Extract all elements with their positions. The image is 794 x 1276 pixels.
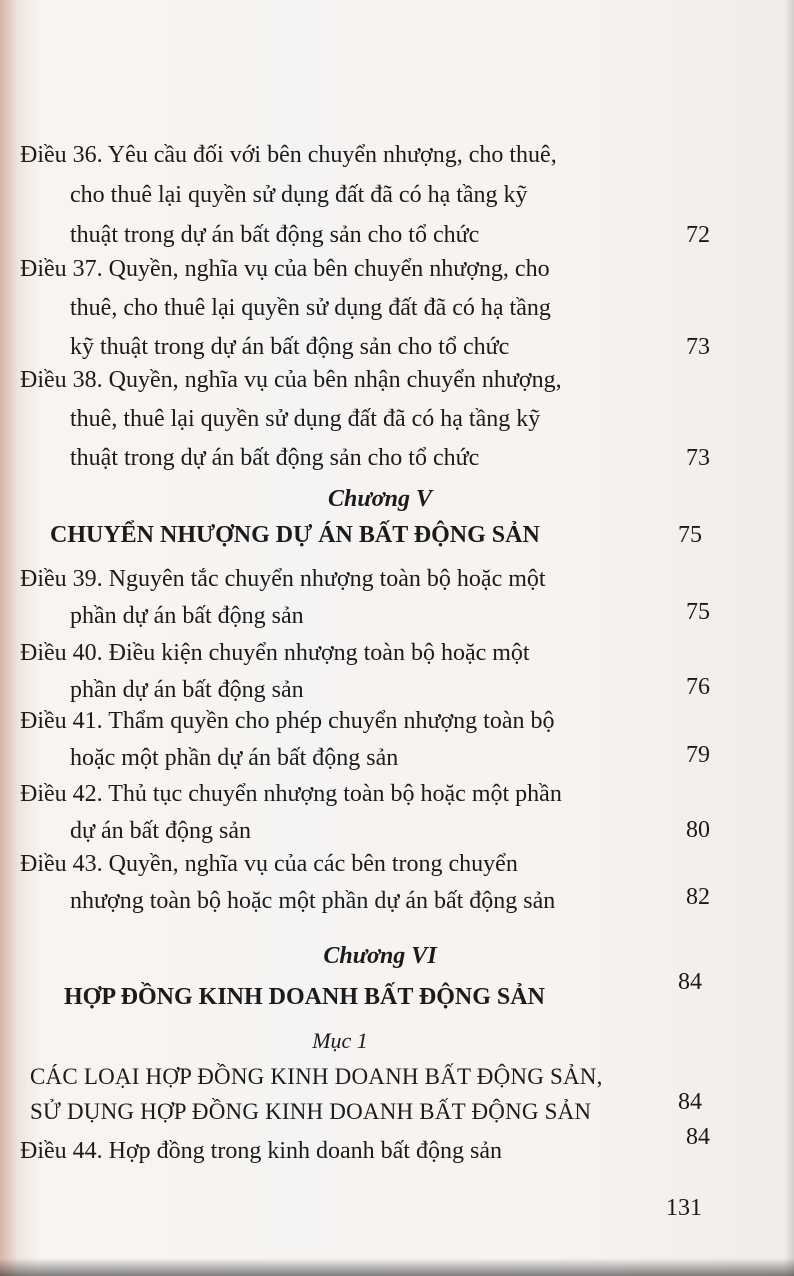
toc-entry-line: kỹ thuật trong dự án bất động sản cho tổ chức — [70, 334, 510, 360]
toc-entry-dieu-44 — [20, 1124, 710, 1178]
toc-entry-line: thuê, cho thuê lại quyền sử dụng đất đã có hạ tầng — [70, 295, 551, 321]
toc-entry-line: hoặc một phần dự án bất động sản — [70, 745, 399, 771]
toc-entry-line: Điều 36. Yêu cầu đối với bên chuyển nhượng, cho thuê, — [20, 142, 557, 168]
toc-entry-line: thuật trong dự án bất động sản cho tổ chức — [70, 222, 480, 248]
page-number: 131 — [666, 1195, 702, 1221]
toc-page-number: 76 — [686, 674, 710, 700]
toc-page-number: 82 — [686, 884, 710, 910]
toc-entry-dieu-39 — [20, 566, 710, 638]
section-label: Mục 1 — [312, 1028, 368, 1053]
toc-entry-line: phần dự án bất động sản — [70, 677, 304, 703]
toc-entry-dieu-43 — [20, 851, 710, 923]
toc-entry-line: Điều 39. Nguyên tắc chuyển nhượng toàn bộ hoặc một — [20, 566, 546, 592]
toc-page-number: 75 — [686, 599, 710, 625]
chapter-title: HỢP ĐỒNG KINH DOANH BẤT ĐỘNG SẢN — [64, 984, 545, 1010]
toc-entry-line: Điều 40. Điều kiện chuyển nhượng toàn bộ hoặc một — [20, 640, 530, 666]
section-page-number: 84 — [678, 1089, 702, 1115]
toc-entry-dieu-37 — [20, 256, 710, 368]
toc-entry-dieu-38 — [20, 367, 710, 479]
toc-entry-dieu-42 — [20, 781, 710, 853]
chapter-page-number: 84 — [678, 969, 702, 995]
chapter-label: Chương VI — [323, 943, 437, 969]
toc-entry-line: Điều 42. Thủ tục chuyển nhượng toàn bộ hoặc một phần — [20, 781, 562, 807]
page-bottom-shadow — [0, 1258, 794, 1276]
toc-entry-dieu-40 — [20, 640, 710, 712]
toc-entry-line: dự án bất động sản — [70, 818, 251, 844]
toc-entry-line: Điều 43. Quyền, nghĩa vụ của các bên trong chuyển — [20, 851, 518, 877]
toc-entry-line: Điều 44. Hợp đồng trong kinh doanh bất động sản — [20, 1138, 502, 1164]
section-title-line: SỬ DỤNG HỢP ĐỒNG KINH DOANH BẤT ĐỘNG SẢN — [30, 1099, 592, 1124]
toc-entry-dieu-36 — [20, 142, 710, 254]
toc-entry-line: thuê, thuê lại quyền sử dụng đất đã có hạ tầng kỹ — [70, 406, 541, 432]
toc-page-number: 80 — [686, 817, 710, 843]
toc-page-number: 79 — [686, 742, 710, 768]
chapter-title: CHUYỂN NHƯỢNG DỰ ÁN BẤT ĐỘNG SẢN — [50, 522, 540, 548]
page-edge-shadow — [784, 0, 794, 1276]
toc-page-number: 73 — [686, 445, 710, 471]
toc-page-number: 73 — [686, 334, 710, 360]
toc-entry-line: thuật trong dự án bất động sản cho tổ chức — [70, 445, 480, 471]
toc-entry-dieu-41 — [20, 708, 710, 780]
chapter-page-number: 75 — [678, 522, 702, 548]
toc-entry-line: Điều 38. Quyền, nghĩa vụ của bên nhận chuyển nhượng, — [20, 367, 562, 393]
toc-page-number: 72 — [686, 222, 710, 248]
toc-entry-line: Điều 37. Quyền, nghĩa vụ của bên chuyển nhượng, cho — [20, 256, 550, 282]
toc-page-number: 84 — [686, 1124, 710, 1150]
toc-entry-line: Điều 41. Thẩm quyền cho phép chuyển nhượng toàn bộ — [20, 708, 555, 734]
section-title-line: CÁC LOẠI HỢP ĐỒNG KINH DOANH BẤT ĐỘNG SẢN, — [30, 1064, 603, 1089]
chapter-label: Chương V — [328, 486, 432, 512]
toc-entry-line: nhượng toàn bộ hoặc một phần dự án bất động sản — [70, 888, 556, 914]
toc-entry-line: cho thuê lại quyền sử dụng đất đã có hạ tầng kỹ — [70, 182, 528, 208]
toc-entry-line: phần dự án bất động sản — [70, 603, 304, 629]
